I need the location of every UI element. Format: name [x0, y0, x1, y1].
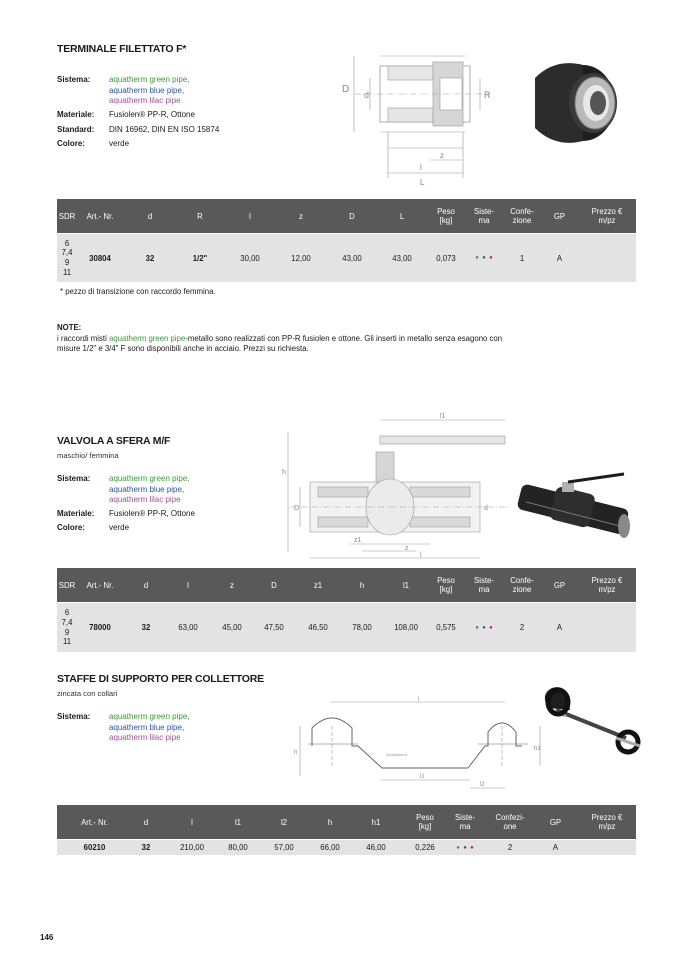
cell-z: 45,00 — [222, 623, 242, 632]
sistema-blue: aquatherm blue pipe, — [109, 484, 185, 494]
dim-R: R — [484, 90, 491, 100]
cell-D: 47,50 — [264, 623, 284, 632]
section-title-staffe: STAFFE DI SUPPORTO PER COLLETTORE — [57, 673, 264, 685]
spec-label: Standard: — [57, 125, 95, 134]
col-header: l1 — [234, 817, 242, 827]
cell-l1: 108,00 — [394, 623, 418, 632]
sdr-cell — [57, 603, 77, 652]
page-number: 146 — [40, 933, 54, 942]
cell-d: 32 — [141, 623, 151, 632]
section-subtitle: zincata con collari — [57, 689, 118, 698]
art-nr: 78000 — [89, 623, 111, 632]
col-header: GP — [553, 580, 566, 590]
cell-L: 43,00 — [392, 253, 412, 263]
col-header: SDR — [58, 211, 76, 221]
dim-h: h — [282, 469, 286, 476]
sdr-value: 11 — [62, 637, 72, 647]
spec-value: Fusiolen® PP-R, Ottone — [109, 110, 195, 119]
dim-l2: l2 — [480, 782, 485, 788]
table-row — [57, 840, 636, 855]
sistema-dots — [464, 603, 504, 652]
col-header: Art.- Nr. — [81, 817, 108, 827]
cell-gp: A — [556, 253, 563, 263]
blue-dot-icon: ● — [463, 844, 467, 851]
blue-dot-icon: ● — [482, 624, 486, 631]
sistema-green: aquatherm green pipe, — [109, 474, 190, 483]
note-text: i raccordi misti — [57, 333, 109, 343]
cell-h: 66,00 — [320, 843, 340, 852]
sistema-green: aquatherm green pipe, — [109, 712, 190, 721]
sdr-value: 6 — [64, 608, 70, 618]
col-header: Art.- Nr. — [86, 580, 114, 590]
sdr-value: 9 — [64, 258, 70, 267]
table-header-staffe — [57, 805, 636, 839]
col-header: Siste- ma — [474, 576, 494, 594]
sistema-blue: aquatherm blue pipe, — [109, 722, 185, 732]
cell-l: 30,00 — [240, 253, 260, 263]
product-image-staffe — [530, 680, 650, 760]
note-green-pipe: aquatherm green pipe — [109, 333, 186, 343]
sdr-value: 6 — [64, 238, 70, 248]
product-image-terminale — [525, 58, 625, 148]
note-text: -metallo sono realizzati con PP-R fusiolen e ottone. Gli inserti in metallo senza esagono con — [185, 333, 503, 343]
col-header: l2 — [280, 817, 288, 827]
note-line-1 — [57, 334, 617, 345]
cell-z: 12,00 — [291, 253, 311, 263]
dim-l: l — [418, 697, 420, 703]
sdr-value: 7,4 — [61, 617, 73, 627]
col-header: SDR — [58, 580, 76, 590]
col-header: Siste- ma — [474, 207, 494, 225]
sistema-dots — [464, 234, 504, 282]
col-header: GP — [549, 817, 562, 827]
cell-d: 32 — [141, 843, 151, 852]
sdr-value: 7,4 — [61, 248, 73, 258]
dim-d: d — [484, 505, 488, 512]
specs-valvola — [57, 474, 277, 534]
col-header: h — [359, 580, 365, 590]
col-header: Prezzo € m/pz — [591, 813, 623, 831]
cell-h1: 46,00 — [366, 843, 386, 852]
cell-z1: 46,50 — [308, 623, 328, 632]
green-dot-icon: ● — [475, 255, 479, 261]
table-row — [57, 234, 636, 282]
cell-confezione: 2 — [507, 843, 513, 852]
green-dot-icon: ● — [475, 624, 479, 631]
red-dot-icon: ● — [489, 624, 493, 631]
spec-label: Sistema: — [57, 75, 91, 84]
col-header: D — [349, 211, 355, 221]
drawing-note: Ab/Abstand — [386, 752, 407, 757]
col-header: z — [230, 580, 234, 590]
spec-label: Colore: — [57, 523, 85, 532]
section-subtitle: maschio/ femmina — [57, 451, 119, 460]
cell-peso: 0,226 — [415, 843, 435, 852]
section-title-valvola: VALVOLA A SFERA M/F — [57, 435, 171, 447]
cell-peso: 0,575 — [436, 623, 456, 632]
cell-l: 210,00 — [180, 843, 204, 852]
note-block — [57, 323, 617, 355]
sistema-lilac: aquatherm lilac pipe — [109, 96, 181, 105]
col-header: z1 — [313, 580, 323, 590]
col-header: l1 — [402, 580, 410, 590]
col-header: Confe- zione — [510, 207, 534, 225]
dim-z: z — [440, 151, 444, 160]
dim-D: D — [294, 505, 300, 512]
col-header: Siste- ma — [455, 813, 475, 831]
cell-D: 43,00 — [342, 253, 362, 263]
col-header: D — [271, 580, 277, 590]
cell-confezione: 2 — [519, 623, 525, 632]
table-row — [57, 603, 636, 652]
section-title-terminale: TERMINALE FILETTATO F* — [57, 43, 187, 55]
col-header: Prezzo € m/pz — [591, 207, 623, 225]
red-dot-icon: ● — [489, 255, 493, 261]
spec-value: DIN 16962, DIN EN ISO 15874 — [109, 125, 220, 134]
red-dot-icon: ● — [470, 844, 474, 851]
sistema-green: aquatherm green pipe, — [109, 75, 190, 84]
spec-label: Sistema: — [57, 474, 91, 483]
cell-d: 32 — [145, 253, 155, 263]
sdr-cell — [57, 234, 77, 282]
product-image-valvola — [512, 468, 637, 543]
dim-z1: z1 — [354, 537, 362, 544]
sdr-value: 9 — [64, 627, 70, 637]
dim-l: l — [420, 163, 422, 172]
col-header: Peso [kg] — [437, 207, 455, 225]
sistema-lilac: aquatherm lilac pipe — [109, 495, 181, 504]
cell-l1: 80,00 — [228, 843, 248, 852]
col-header: R — [197, 211, 203, 221]
technical-drawing-valvola — [280, 412, 510, 562]
col-header: Prezzo € m/pz — [591, 576, 623, 594]
dim-h1: h1 — [534, 746, 541, 752]
cell-prezzo — [587, 603, 627, 652]
dim-l1: l1 — [440, 413, 446, 420]
sistema-dots — [445, 840, 485, 855]
art-nr: 30804 — [89, 253, 111, 263]
cell-prezzo — [587, 840, 627, 855]
cell-prezzo — [587, 234, 627, 282]
cell-gp: A — [556, 623, 563, 632]
col-header: l — [249, 211, 251, 221]
cell-l: 63,00 — [178, 623, 198, 632]
sdr-value: 11 — [62, 267, 72, 277]
sistema-blue: aquatherm blue pipe, — [109, 85, 185, 95]
spec-label: Sistema: — [57, 712, 91, 721]
specs-terminale — [57, 75, 277, 155]
col-header: Confezi- one — [495, 813, 525, 831]
col-header: Art.- Nr. — [86, 211, 114, 221]
table-header-terminale — [57, 199, 636, 233]
cell-R: 1/2" — [192, 253, 208, 263]
spec-value: Fusiolen® PP-R, Ottone — [109, 509, 195, 518]
dim-l: l — [420, 552, 422, 559]
dim-h: h — [294, 750, 298, 756]
table-header-valvola — [57, 568, 636, 602]
note-title: NOTE: — [57, 323, 82, 332]
cell-h: 78,00 — [352, 623, 372, 632]
col-header: Peso [kg] — [416, 813, 434, 831]
dim-l1: l1 — [420, 774, 425, 780]
note-line-2: misure 1/2" e 3/4" F sono disponibili anche in acciaio. Prezzi su richiesta. — [57, 344, 309, 353]
spec-label: Materiale: — [57, 509, 95, 518]
col-header: Peso [kg] — [437, 576, 455, 594]
spec-label: Colore: — [57, 139, 85, 148]
spec-value: verde — [109, 523, 130, 532]
cell-l2: 57,00 — [274, 843, 294, 852]
col-header: GP — [553, 211, 566, 221]
sistema-lilac: aquatherm lilac pipe — [109, 733, 181, 742]
technical-drawing-terminale — [340, 48, 500, 188]
col-header: d — [143, 817, 149, 827]
col-header: l — [191, 817, 193, 827]
col-header: L — [399, 211, 405, 221]
spec-label: Materiale: — [57, 110, 95, 119]
dim-D: D — [342, 84, 350, 95]
specs-staffe — [57, 712, 277, 746]
blue-dot-icon: ● — [482, 255, 486, 261]
cell-confezione: 1 — [519, 253, 525, 263]
col-header: d — [143, 580, 149, 590]
art-nr: 60210 — [83, 843, 106, 852]
col-header: Confe- zione — [510, 576, 534, 594]
cell-peso: 0,073 — [436, 253, 456, 263]
col-header: h — [327, 817, 333, 827]
technical-drawing-staffe — [290, 696, 550, 796]
dim-z: z — [405, 545, 409, 552]
dim-d: d — [364, 90, 370, 100]
col-header: l — [187, 580, 189, 590]
dim-L: L — [420, 178, 425, 187]
green-dot-icon: ● — [456, 844, 460, 851]
spec-value: verde — [109, 139, 130, 148]
cell-gp: A — [552, 843, 559, 852]
col-header: d — [147, 211, 153, 221]
col-header: z — [299, 211, 303, 221]
col-header: h1 — [371, 817, 381, 827]
footnote: * pezzo di transizione con raccordo femmina. — [60, 287, 216, 296]
